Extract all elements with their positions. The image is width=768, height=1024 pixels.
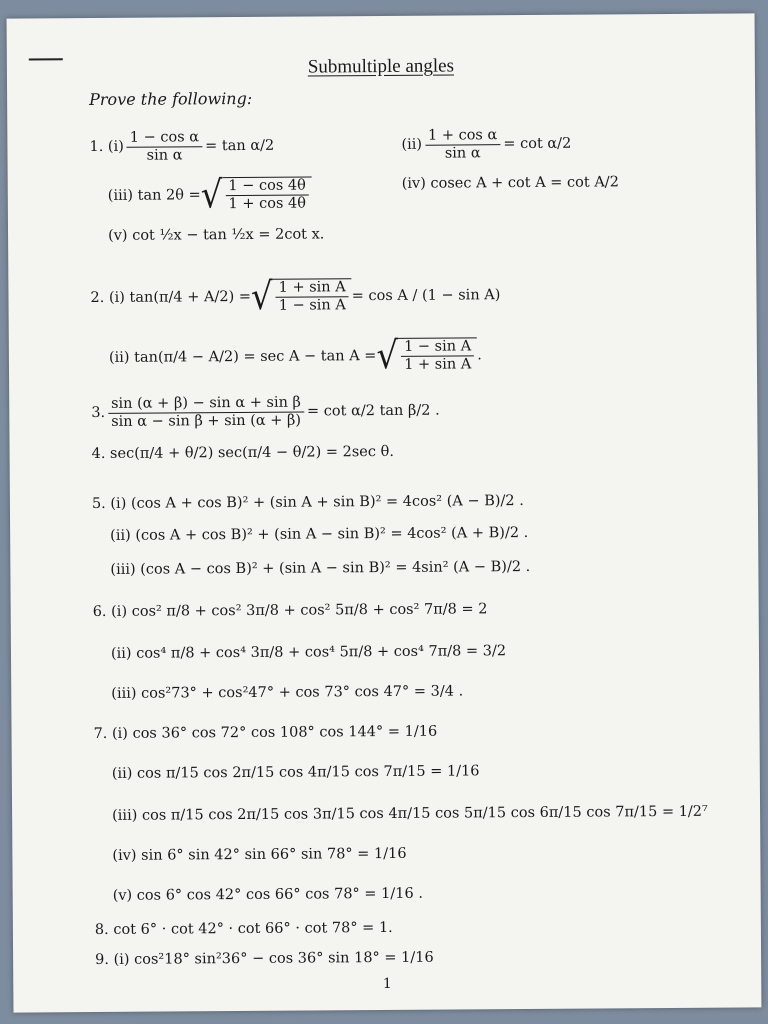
square-root <box>376 333 477 378</box>
problem-text: (v) cos 6° cos 42° cos 66° cos 78° = 1/16 . <box>112 885 423 904</box>
problem-line-l7b <box>112 763 480 782</box>
fraction <box>225 178 309 213</box>
problem-text: (iv) sin 6° sin 42° sin 66° sin 78° = 1/16 <box>112 845 407 864</box>
square-root <box>250 274 352 319</box>
radicand <box>222 176 312 212</box>
problem-text-after: = cot α/2 tan β/2 . <box>306 402 440 420</box>
problem-line-l2a <box>90 274 501 319</box>
worksheet-page <box>7 13 762 1012</box>
problem-text: 5. (i) (cos A + cos B)² + (sin A + sin B)² = 4cos² (A − B)/2 . <box>91 493 524 513</box>
problem-text: (v) cot ½x − tan ½x = 2cot x. <box>108 226 325 244</box>
page-number: 1 <box>382 975 392 993</box>
problem-text: 8. cot 6° · cot 42° · cot 66° · cot 78° = 1. <box>94 919 393 939</box>
denominator: sin α <box>146 147 183 164</box>
problem-line-l2b <box>108 333 482 378</box>
problem-text: 7. (i) cos 36° cos 72° cos 108° cos 144° = 1/16 <box>93 723 438 743</box>
problem-text: (iii) tan 2θ = <box>107 186 201 204</box>
problem-text: 3. <box>91 405 106 422</box>
problem-line-l7d <box>112 846 406 864</box>
problem-line-l5c <box>110 559 530 578</box>
problem-line-l4 <box>92 444 394 462</box>
denominator: 1 + cos 4θ <box>228 195 306 212</box>
radical-sign-icon: √ <box>200 172 223 217</box>
radical-sign-icon: √ <box>376 333 399 378</box>
denominator: sin α <box>444 144 481 162</box>
problem-text-after: = cot α/2 <box>503 135 572 153</box>
fraction <box>108 395 304 431</box>
instruction-text: Prove the following: <box>89 88 253 110</box>
problem-text: (ii) tan(π/4 − A/2) = sec A − tan A = <box>108 347 377 366</box>
problem-line-l6a <box>93 601 488 620</box>
square-root <box>200 172 312 217</box>
page-title: Submultiple angles <box>307 55 455 78</box>
problem-line-l3 <box>91 394 440 431</box>
denominator: 1 + sin A <box>404 356 472 373</box>
denominator: sin α − sin β + sin (α + β) <box>111 412 302 430</box>
problem-text-after: . <box>477 346 482 364</box>
problem-line-l1b <box>401 127 571 163</box>
numerator: sin (α + β) − sin α + sin β <box>108 395 304 414</box>
fraction <box>276 279 349 314</box>
radicand <box>398 337 477 373</box>
problem-text: 9. (i) cos²18° sin²36° − cos 36° sin 18° = 1/16 <box>95 949 434 969</box>
numerator: 1 + cos α <box>425 127 500 145</box>
problem-text: 1. (i) <box>89 138 124 156</box>
numerator: 1 − cos α <box>127 129 202 147</box>
problem-line-l8 <box>95 920 393 938</box>
problem-line-l5a <box>92 493 524 512</box>
problem-line-l5b <box>110 525 528 544</box>
problem-text: (ii) cos π/15 cos 2π/15 cos 4π/15 cos 7π/15 = 1/16 <box>111 763 480 782</box>
problem-line-l7c <box>112 804 708 824</box>
problem-text: (iii) cos π/15 cos 2π/15 cos 3π/15 cos 4π/15 cos 5π/15 cos 6π/15 cos 7π/15 = 1/2⁷ <box>112 803 708 824</box>
denominator: 1 − sin A <box>278 296 346 314</box>
problem-line-l1e <box>108 226 324 244</box>
problem-line-l6b <box>111 643 506 662</box>
problem-text: (ii) (cos A + cos B)² + (sin A − sin B)² = 4cos² (A + B)/2 . <box>110 524 529 544</box>
problem-text: (ii) cos⁴ π/8 + cos⁴ 3π/8 + cos⁴ 5π/8 + cos⁴ 7π/8 = 3/2 <box>110 643 507 662</box>
problem-text: 6. (i) cos² π/8 + cos² 3π/8 + cos² 5π/8 + cos² 7π/8 = 2 <box>92 601 488 621</box>
fraction <box>401 338 474 373</box>
problem-line-l1a <box>89 129 274 165</box>
radical-sign-icon: √ <box>250 274 273 319</box>
numerator: 1 − sin A <box>401 338 474 356</box>
problem-line-l1d <box>402 174 619 192</box>
fraction <box>127 129 203 164</box>
problem-text: (iv) cosec A + cot A = cot A/2 <box>401 174 619 192</box>
problem-text-after: = cos A / (1 − sin A) <box>351 286 501 304</box>
problem-text-after: = tan α/2 <box>205 137 275 155</box>
radicand <box>273 278 352 314</box>
problem-text: (ii) <box>401 136 423 154</box>
problem-line-l1c <box>107 172 312 217</box>
problem-line-l7e <box>113 886 423 904</box>
problem-text: 2. (i) tan(π/4 + A/2) = <box>90 288 252 306</box>
problem-line-l7a <box>93 724 437 742</box>
problem-line-l9 <box>95 950 434 968</box>
problem-text: (iii) cos²73° + cos²47° + cos 73° cos 47° = 3/4 . <box>111 683 464 702</box>
problem-line-l6c <box>111 683 463 701</box>
problem-text: 4. sec(π/4 + θ/2) sec(π/4 − θ/2) = 2sec θ. <box>91 443 394 463</box>
numerator: 1 − cos 4θ <box>225 178 309 196</box>
problem-text: (iii) (cos A − cos B)² + (sin A − sin B)² = 4sin² (A − B)/2 . <box>110 558 531 578</box>
numerator: 1 + sin A <box>276 279 349 297</box>
fraction <box>425 127 501 162</box>
